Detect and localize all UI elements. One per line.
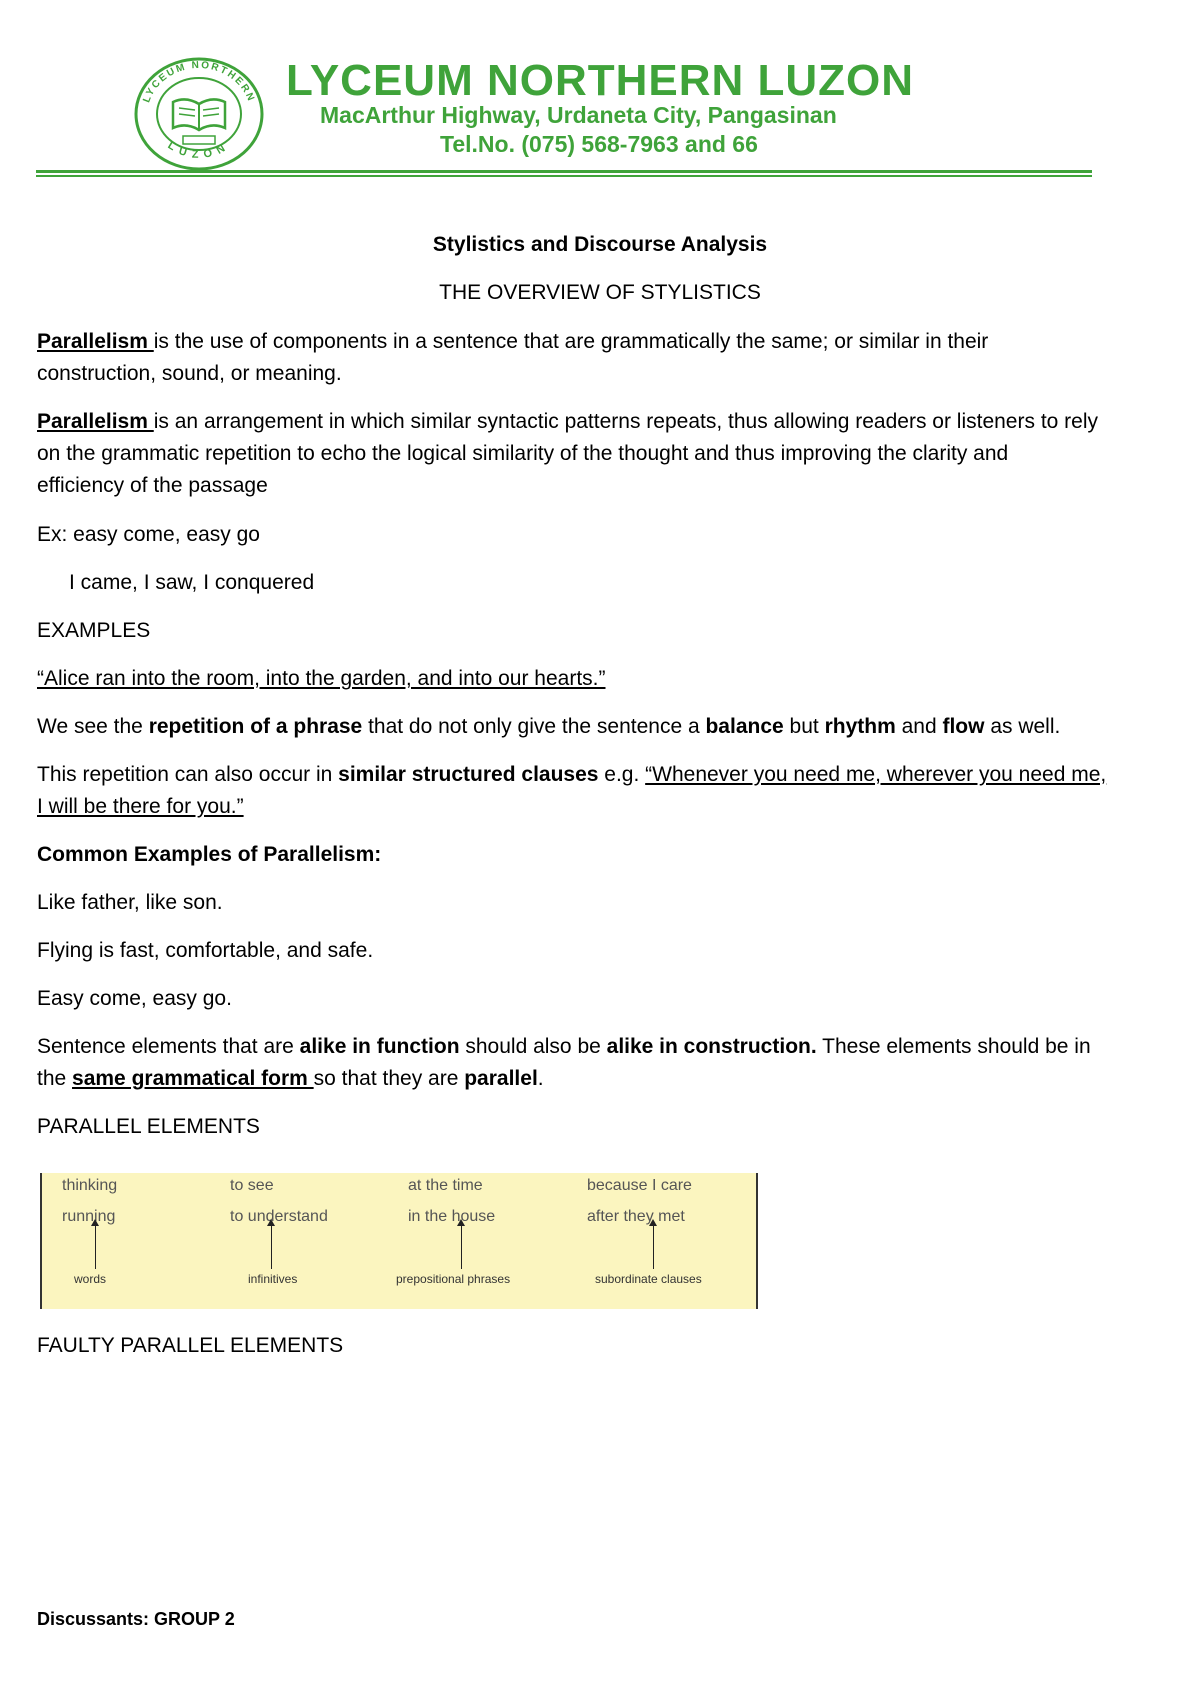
- figure-caption: infinitives: [248, 1272, 298, 1286]
- text-run: This repetition can also occur in: [37, 763, 339, 786]
- common-example-3: Easy come, easy go.: [37, 987, 232, 1010]
- examples-heading: EXAMPLES: [37, 619, 151, 642]
- seal-bottom-text: LUZON: [165, 139, 233, 161]
- figure-word: in the house: [408, 1208, 496, 1225]
- definition-2-term: Parallelism: [37, 410, 154, 433]
- discussants-label: Discussants: GROUP 2: [37, 1609, 235, 1629]
- definition-2-text: is an arrangement in which similar syntactic patterns repeats, thus allowing readers or listeners to rely: [153, 410, 1099, 433]
- figure-word: to understand: [230, 1208, 328, 1225]
- bold-run: balance: [705, 715, 784, 738]
- header-divider-secondary: [36, 175, 1092, 177]
- repetition-paragraph: [37, 711, 1167, 743]
- text-run: .: [537, 1067, 544, 1090]
- header-divider: [36, 170, 1092, 173]
- alice-quote: “Alice ran into the room, into the garden, and into our hearts.”: [37, 667, 606, 690]
- figure-word: after they met: [587, 1208, 685, 1225]
- clause-paragraph-line-1: [37, 759, 1167, 791]
- figure-caption: words: [74, 1272, 107, 1286]
- faulty-parallel-elements-heading: FAULTY PARALLEL ELEMENTS: [37, 1334, 344, 1357]
- text-run: so that they are: [313, 1067, 465, 1090]
- bold-run: alike in construction.: [606, 1035, 817, 1058]
- svg-text:LUZON: [166, 139, 233, 160]
- text-run: and: [895, 715, 943, 738]
- figure-word: running: [62, 1208, 116, 1225]
- text-run: that do not only give the sentence a: [362, 715, 706, 738]
- bold-run: alike in function: [299, 1035, 460, 1058]
- up-arrow-icon: [653, 1225, 654, 1269]
- bold-run: parallel: [464, 1067, 538, 1090]
- definition-1-text: is the use of components in a sentence that are grammatically the same; or similar in their: [153, 330, 989, 353]
- school-telephone: Tel.No. (075) 568-7963 and 66: [440, 131, 758, 157]
- clause-quote-part-2: I will be there for you.”: [37, 795, 244, 818]
- text-run: We see the: [37, 715, 149, 738]
- bold-run: similar structured clauses: [338, 763, 599, 786]
- elements-paragraph-line-1: [37, 1031, 1167, 1063]
- definition-1-line-1: [37, 326, 1167, 358]
- figure-word: thinking: [62, 1177, 118, 1194]
- text-run: as well.: [984, 715, 1061, 738]
- up-arrow-icon: [461, 1225, 462, 1269]
- text-run: e.g.: [598, 763, 646, 786]
- up-arrow-icon: [271, 1225, 272, 1269]
- figure-word: at the time: [408, 1177, 483, 1194]
- svg-text:LYCEUM NORTHERN: [141, 60, 256, 104]
- bold-run: rhythm: [824, 715, 896, 738]
- section-title: THE OVERVIEW OF STYLISTICS: [439, 281, 761, 304]
- elements-paragraph-line-2: [37, 1063, 1167, 1095]
- figure-word: because I care: [587, 1177, 692, 1194]
- example-line-1: Ex: easy come, easy go: [37, 523, 260, 546]
- parallel-elements-figure: [40, 1173, 758, 1309]
- parallel-elements-heading: PARALLEL ELEMENTS: [37, 1115, 260, 1138]
- definition-1-term: Parallelism: [37, 330, 154, 353]
- text-run: Sentence elements that are: [37, 1035, 300, 1058]
- definition-1-line-2: construction, sound, or meaning.: [37, 362, 342, 385]
- text-run: the: [37, 1067, 73, 1090]
- bold-run: repetition of a phrase: [148, 715, 363, 738]
- figure-caption: prepositional phrases: [396, 1272, 511, 1286]
- clause-quote-part-1: “Whenever you need me, wherever you need me,: [645, 763, 1107, 786]
- course-title: Stylistics and Discourse Analysis: [432, 233, 768, 256]
- example-line-2: I came, I saw, I conquered: [69, 571, 315, 594]
- school-address: MacArthur Highway, Urdaneta City, Pangasinan: [320, 102, 837, 128]
- text-run: but: [783, 715, 825, 738]
- definition-2-line-2: on the grammatic repetition to echo the logical similarity of the thought and thus improving the clarity and: [37, 442, 1009, 465]
- school-seal-logo: [133, 56, 265, 172]
- common-examples-heading: Common Examples of Parallelism:: [37, 843, 382, 866]
- school-name: LYCEUM NORTHERN LUZON: [286, 56, 915, 105]
- common-example-1: Like father, like son.: [37, 891, 223, 914]
- underlined-bold-run: same grammatical form: [72, 1067, 314, 1090]
- text-run: should also be: [459, 1035, 607, 1058]
- bold-run: flow: [942, 715, 985, 738]
- text-run: These elements should be in: [816, 1035, 1091, 1058]
- seal-top-text: LYCEUM NORTHERN: [141, 59, 257, 105]
- up-arrow-icon: [95, 1225, 96, 1269]
- figure-caption: subordinate clauses: [595, 1272, 702, 1286]
- definition-2-line-3: efficiency of the passage: [37, 474, 268, 497]
- figure-word: to see: [230, 1177, 274, 1194]
- definition-2-line-1: [37, 406, 1167, 438]
- common-example-2: Flying is fast, comfortable, and safe.: [37, 939, 374, 962]
